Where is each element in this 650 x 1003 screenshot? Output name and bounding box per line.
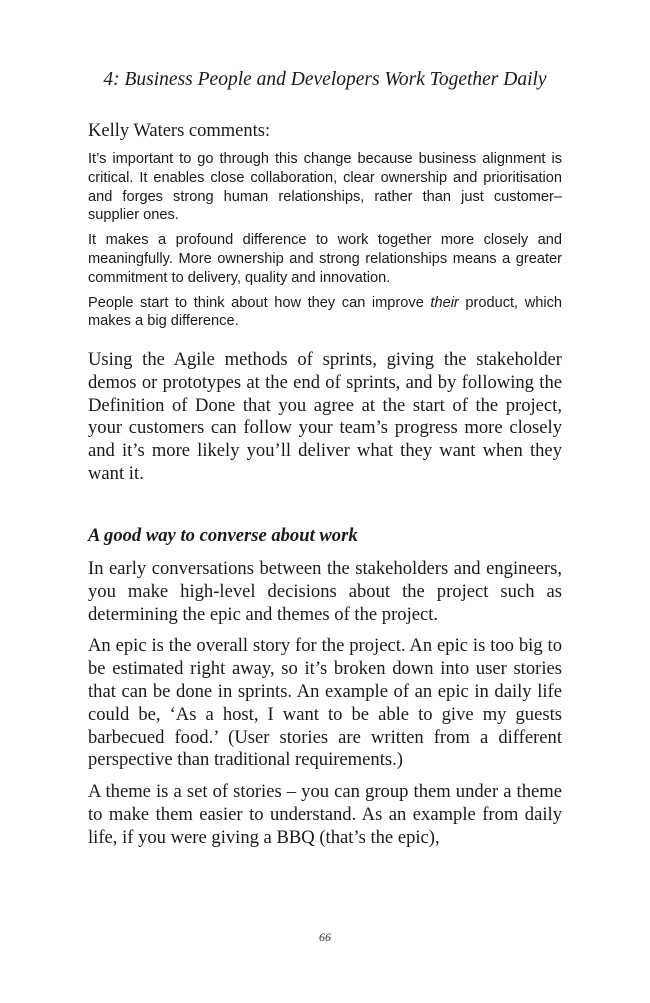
body-paragraph-1: In early conversations between the stakeholders and engineers, you make high-level decisions about the project such as determining the epic and themes of the project. xyxy=(88,558,562,625)
quote-paragraph-3-before: People start to think about how they can improve xyxy=(88,294,431,311)
body-paragraphs xyxy=(88,558,562,859)
book-page xyxy=(88,0,562,1003)
page-number: 66 xyxy=(319,930,331,944)
quote-paragraph-1: It’s important to go through this change because business alignment is critical. It enables close collaboration, clear ownership and prioritisation and forges strong human relationships, rather than just customer–supplier ones. xyxy=(88,151,562,224)
comment-intro: Kelly Waters comments: xyxy=(88,121,271,141)
quote-paragraph-3-after: product, which makes a big difference. xyxy=(88,294,563,330)
quote-emphasis: their xyxy=(430,294,459,311)
body-paragraph-3: A theme is a set of stories – you can group them under a theme to make them easier to understand. As an example from daily life, if you were giving a BBQ (that’s the epic), xyxy=(88,781,562,848)
section-heading: A good way to converse about work xyxy=(88,525,358,546)
agile-paragraph: Using the Agile methods of sprints, giving the stakeholder demos or prototypes at the end of sprints, and by following the Definition of Done that you agree at the start of the project, your customers can follow your team’s progress more closely and it’s more likely you’ll deliver what they want when they want it. xyxy=(88,349,562,484)
running-head: 4: Business People and Developers Work Together Daily xyxy=(103,69,547,90)
agile-paragraph-block xyxy=(88,349,562,495)
quote-paragraph-3 xyxy=(88,294,562,332)
quote-block xyxy=(88,150,562,337)
quote-paragraph-2: It makes a profound difference to work together more closely and meaningfully. More ownership and strong relationships means a greater commitment to delivery, quality and innovation. xyxy=(88,232,562,286)
body-paragraph-2: An epic is the overall story for the project. An epic is too big to be estimated right away, so it’s broken down into user stories that can be done in sprints. An example of an epic in daily life could be, ‘As a host, I want to be able to give my guests barbecued food.’ (User stories are written from a different perspective than traditional requirements.) xyxy=(88,635,562,771)
